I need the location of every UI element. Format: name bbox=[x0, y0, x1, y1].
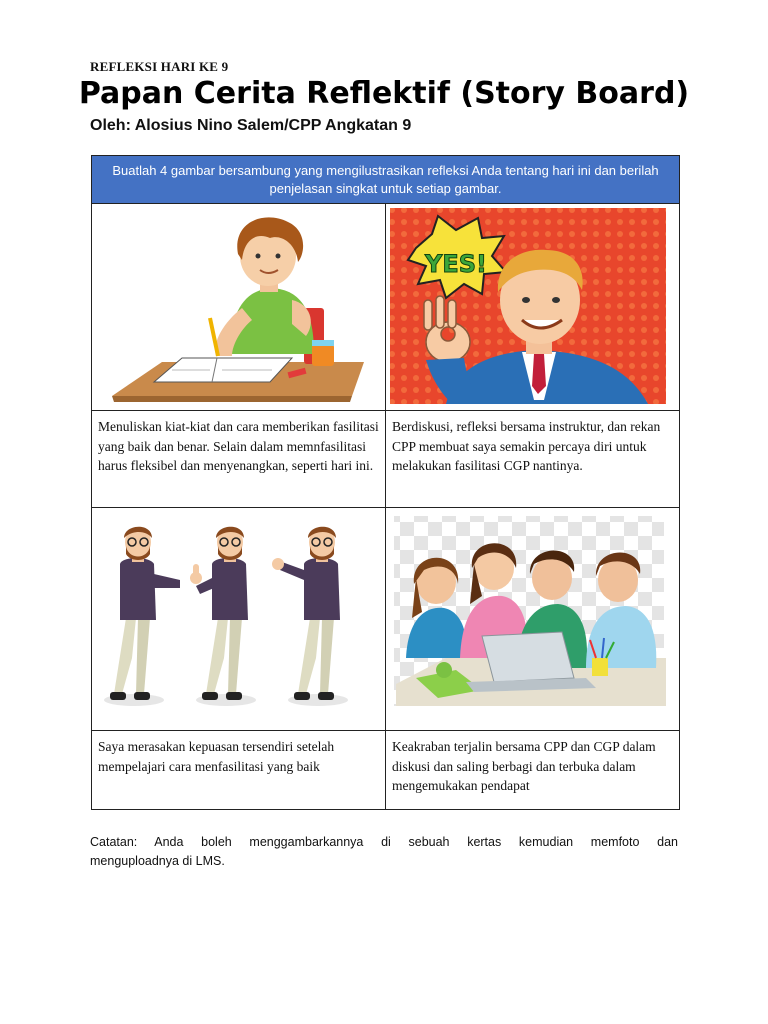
panel-3-image-cell bbox=[92, 508, 386, 731]
panel-4-image-cell bbox=[386, 508, 680, 731]
storyboard-table bbox=[91, 155, 680, 810]
panel-1-caption-cell bbox=[92, 411, 386, 508]
reflection-day-label: REFLEKSI HARI KE 9 bbox=[90, 59, 229, 74]
panel-1-caption: Menuliskan kiat-kiat dan cara memberikan fasilitasi yang baik dan benar. Selain dalam memnfasilitasi harus fleksibel dan menyenangkan, seperti hari ini. bbox=[98, 419, 379, 473]
page-title: Papan Cerita Reflektif (Story Board) bbox=[78, 76, 690, 111]
panel-3-caption: Saya merasakan kepuasan tersendiri setelah mempelajari cara menfasilitasi yang baik bbox=[98, 739, 335, 774]
author-line: Oleh: Alosius Nino Salem/CPP Angkatan 9 bbox=[90, 117, 412, 134]
panel-3-caption-cell bbox=[92, 731, 386, 810]
panel-4-caption: Keakraban terjalin bersama CPP dan CGP dalam diskusi dan saling berbagi dan terbuka dalam mengemukakan pendapat bbox=[392, 739, 656, 793]
students-laptop-illustration bbox=[386, 508, 680, 730]
boy-writing-illustration bbox=[92, 204, 386, 410]
panel-2-caption-cell bbox=[386, 411, 680, 508]
three-teacher-poses-illustration bbox=[92, 508, 386, 730]
panel-4-caption-cell bbox=[386, 731, 680, 810]
panel-2-caption: Berdiskusi, refleksi bersama instruktur, dan rekan CPP membuat saya semakin percaya diri untuk melakukan fasilitasi CGP nantinya. bbox=[392, 419, 661, 473]
yes-burst-text: YES! bbox=[424, 250, 488, 278]
footnote bbox=[90, 833, 678, 871]
panel-2-image-cell bbox=[386, 204, 680, 411]
instruction-line-1: Buatlah 4 gambar bersambung yang mengilustrasikan refleksi Anda tentang hari ini dan berilah bbox=[112, 163, 659, 178]
footnote-line-1: Catatan: Anda boleh menggambarkannya di sebuah kertas kemudian memfoto dan bbox=[90, 835, 678, 849]
footnote-line-2: menguploadnya di LMS. bbox=[90, 854, 225, 868]
instruction-banner bbox=[92, 156, 680, 204]
panel-1-image-cell bbox=[92, 204, 386, 411]
man-ok-gesture-illustration bbox=[386, 204, 680, 410]
instruction-line-2: penjelasan singkat untuk setiap gambar. bbox=[269, 181, 502, 196]
